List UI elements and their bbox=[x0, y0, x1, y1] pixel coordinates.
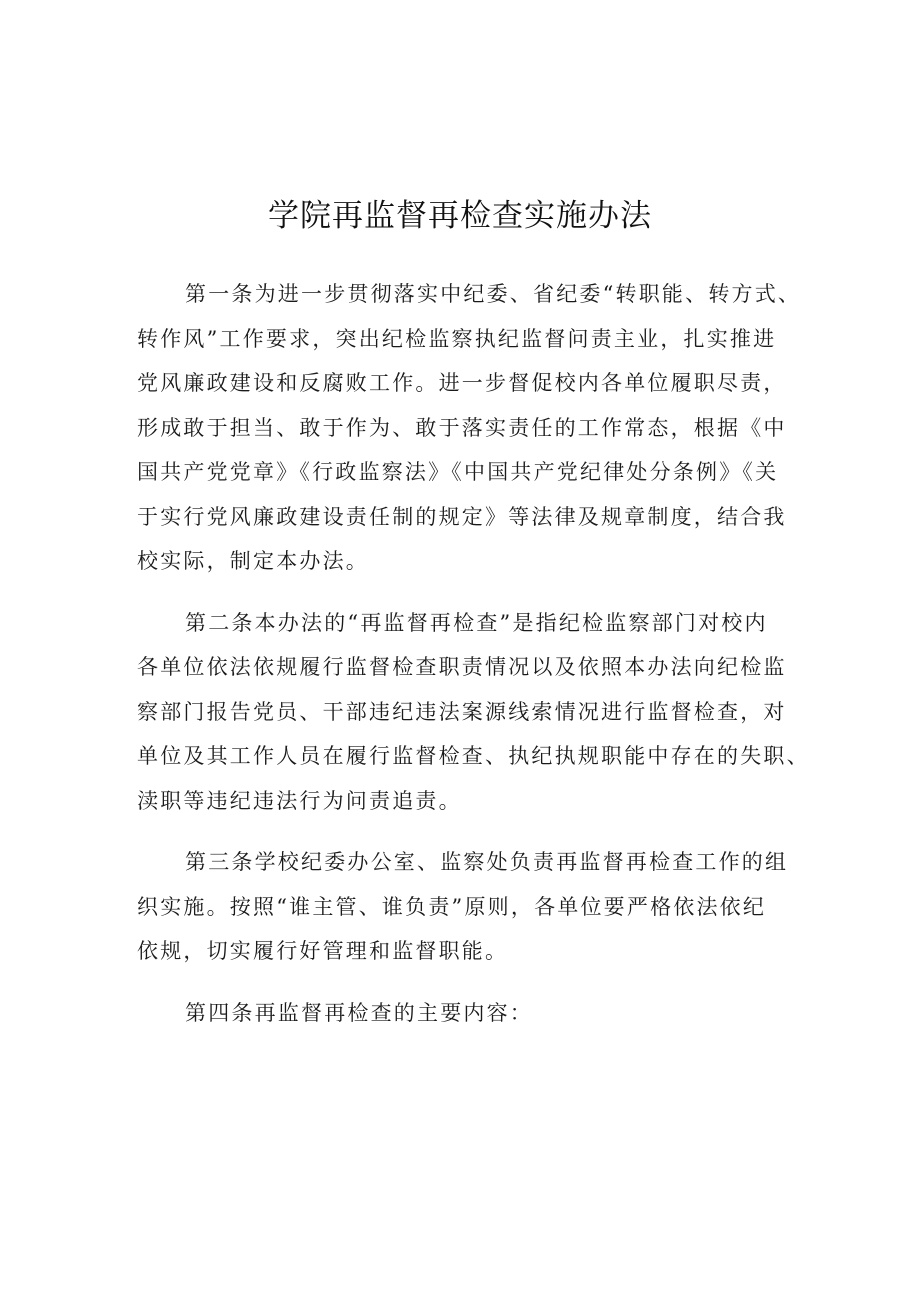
text-line: 渎职等违纪违法行为问责追责。 bbox=[137, 788, 462, 813]
paragraph-article-4 bbox=[137, 991, 797, 1036]
text-line: 依规，切实履行好管理和监督职能。 bbox=[137, 939, 509, 963]
text-line: 转作风”工作要求，突出纪检监察执纪监督问责主业，扎实推进 bbox=[137, 326, 777, 351]
text-line: 于实行党风廉政建设责任制的规定》等法律及规章制度，结合我 bbox=[137, 504, 787, 529]
paragraph-article-2 bbox=[137, 601, 810, 824]
paragraph-article-1 bbox=[137, 272, 802, 584]
text-line: 各单位依法依规履行监督检查职责情况以及依照本办法向纪检监 bbox=[137, 655, 787, 679]
text-line: 第三条学校纪委办公室、监察处负责再监督再检查工作的组 bbox=[185, 850, 789, 874]
text-line: 察部门报告党员、干部违纪违法案源线索情况进行监督检查，对 bbox=[137, 699, 787, 724]
text-line: 校实际，制定本办法。 bbox=[137, 549, 369, 573]
text-line: 第二条本办法的“再监督再检查”是指纪检监察部门对校内 bbox=[185, 610, 768, 635]
text-line: 织实施。按照“谁主管、谁负责”原则，各单位要严格依法依纪 bbox=[137, 894, 767, 919]
text-line: 第四条再监督再检查的主要内容： bbox=[185, 1000, 533, 1025]
text-line: 形成敢于担当、敢于作为、敢于落实责任的工作常态，根据《中 bbox=[137, 415, 787, 440]
text-line: 党风廉政建设和反腐败工作。进一步督促校内各单位履职尽责， bbox=[137, 371, 787, 395]
text-line: 第一条为进一步贯彻落实中纪委、省纪委“转职能、转方式、 bbox=[185, 282, 802, 306]
text-line: 国共产党党章》《行政监察法》《中国共产党纪律处分条例》《关 bbox=[137, 460, 779, 484]
paragraph-article-3 bbox=[137, 840, 797, 974]
document-body bbox=[137, 272, 810, 1052]
text-line: 单位及其工作人员在履行监督检查、执纪执规职能中存在的失职、 bbox=[137, 744, 810, 768]
document-title: 学院再监督再检查实施办法 bbox=[268, 198, 652, 234]
